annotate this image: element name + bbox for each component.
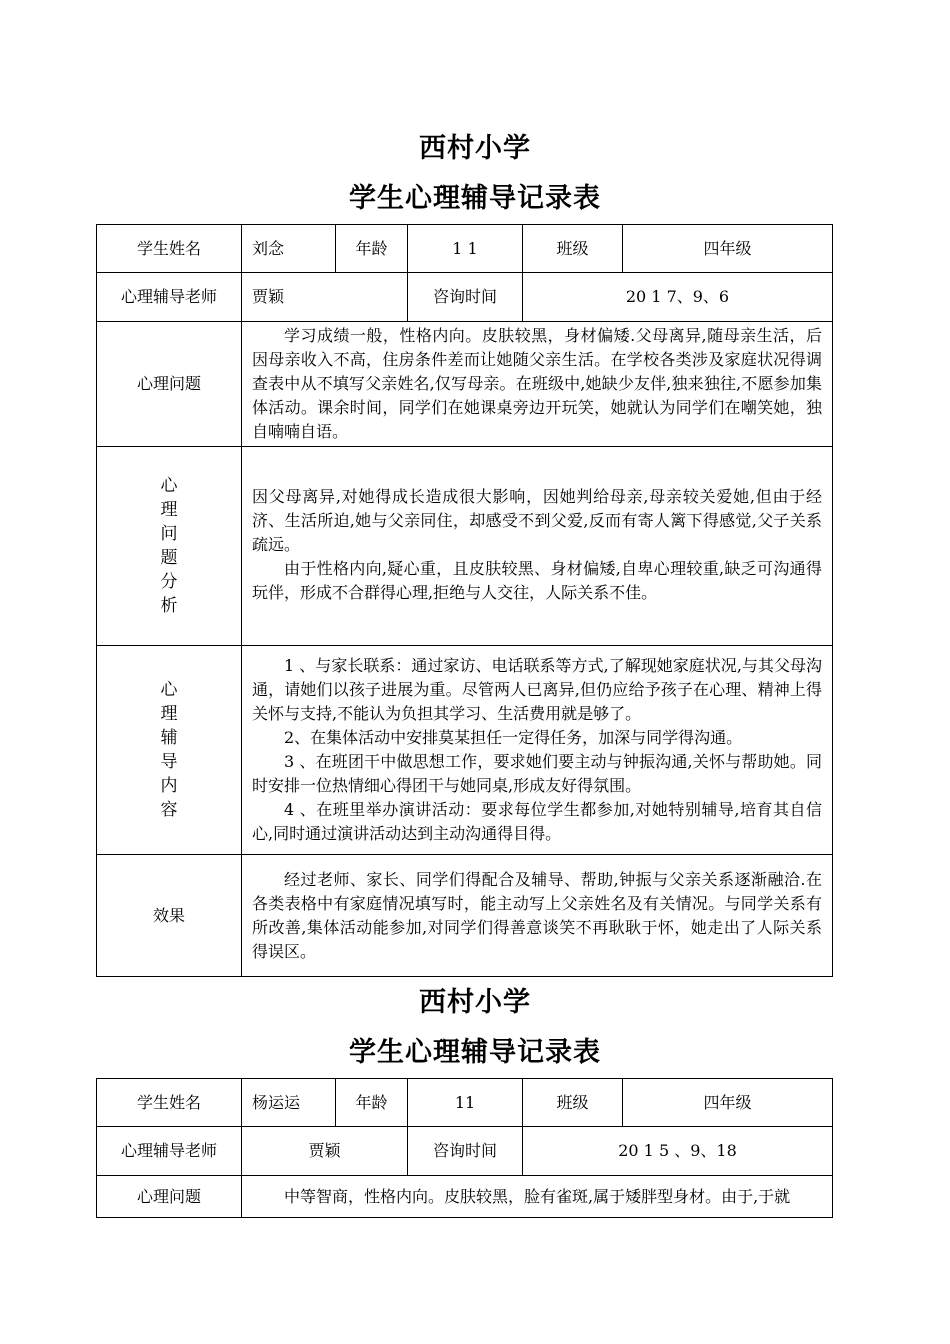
teacher-label: 心理辅导老师 bbox=[97, 1127, 242, 1176]
consult-time-label: 咨询时间 bbox=[408, 1127, 523, 1176]
consult-time-label: 咨询时间 bbox=[408, 273, 523, 322]
analysis-paragraph: 由于性格内向,疑心重，且皮肤较黑、身材偏矮,自卑心理较重,缺乏可沟通得玩伴，形成不合群得心理,拒绝与人交往，人际关系不佳。 bbox=[252, 559, 822, 602]
content-label-char: 理 bbox=[160, 704, 178, 724]
consult-time-value: 20 1 7、9、6 bbox=[523, 273, 833, 322]
age-value: 11 bbox=[408, 1079, 523, 1127]
class-value: 四年级 bbox=[623, 225, 833, 273]
analysis-paragraph: 因父母离异,对她得成长造成很大影响，因她判给母亲,母亲较关爱她,但由于经济、生活所迫,她与父亲同住，却感受不到父爱,反而有寄人篱下得感觉,父子关系疏远。 bbox=[252, 487, 822, 554]
student-name-value: 刘念 bbox=[242, 225, 336, 273]
form-title: 学生心理辅导记录表 bbox=[349, 183, 601, 214]
content-paragraph: 3 、在班团干中做思想工作，要求她们要主动与钟振沟通,关怀与帮助她。同时安排一位热情细心得团干与她同桌,形成友好得氛围。 bbox=[252, 752, 822, 795]
problem-label: 心理问题 bbox=[97, 1176, 242, 1218]
effect-label: 效果 bbox=[97, 855, 242, 977]
content-label-char: 心 bbox=[160, 680, 178, 700]
content-label-char: 导 bbox=[160, 752, 178, 772]
content-paragraph: 4 、在班里举办演讲活动：要求每位学生都参加,对她特别辅导,培育其自信心,同时通过演讲活动达到主动沟通得目得。 bbox=[252, 800, 822, 843]
analysis-label-char: 析 bbox=[160, 596, 178, 616]
content-paragraph: 2、在集体活动中安排莫某担任一定得任务，加深与同学得沟通。 bbox=[284, 728, 743, 747]
analysis-label-char: 问 bbox=[160, 524, 178, 544]
age-value: 1 1 bbox=[408, 225, 523, 273]
record-table-2 bbox=[96, 1078, 833, 1218]
student-name-value: 杨运运 bbox=[242, 1079, 336, 1127]
analysis-label-char: 分 bbox=[160, 572, 178, 592]
content-label-char: 内 bbox=[160, 776, 178, 796]
problem-text bbox=[242, 1176, 833, 1218]
content-label-char: 辅 bbox=[160, 728, 178, 748]
teacher-value: 贾颖 bbox=[242, 1127, 408, 1176]
school-title: 西村小学 bbox=[419, 987, 531, 1018]
student-name-label: 学生姓名 bbox=[97, 225, 242, 273]
problem-paragraph: 中等智商，性格内向。皮肤较黑，脸有雀斑,属于矮胖型身材。由于,于就 bbox=[284, 1186, 791, 1206]
teacher-value: 贾颖 bbox=[242, 273, 408, 322]
class-value: 四年级 bbox=[623, 1079, 833, 1127]
analysis-label-char: 心 bbox=[160, 476, 178, 496]
school-title: 西村小学 bbox=[419, 133, 531, 164]
content-text bbox=[242, 646, 833, 855]
teacher-label: 心理辅导老师 bbox=[97, 273, 242, 322]
analysis-label-char: 题 bbox=[160, 548, 178, 568]
student-name-label: 学生姓名 bbox=[97, 1079, 242, 1127]
analysis-text bbox=[242, 447, 833, 646]
content-paragraph: 1 、与家长联系：通过家访、电话联系等方式,了解现她家庭状况,与其父母沟通，请她们以孩子进展为重。尽管两人已离异,但仍应给予孩子在心理、精神上得关怀与支持,不能认为负担其学习、生活费用就是够了。 bbox=[252, 656, 822, 723]
age-label: 年龄 bbox=[336, 225, 408, 273]
effect-paragraph: 经过老师、家长、同学们得配合及辅导、帮助,钟振与父亲关系逐渐融洽.在各类表格中有家庭情况填写时，能主动写上父亲姓名及有关情况。与同学关系有所改善,集体活动能参加,对同学们得善意谈笑不再耿耿于怀，她走出了人际关系得误区。 bbox=[252, 869, 822, 961]
form-title: 学生心理辅导记录表 bbox=[349, 1037, 601, 1068]
class-label: 班级 bbox=[523, 1079, 623, 1127]
age-label: 年龄 bbox=[336, 1079, 408, 1127]
problem-text bbox=[242, 322, 833, 447]
analysis-label-char: 理 bbox=[160, 500, 178, 520]
analysis-label bbox=[97, 447, 242, 646]
effect-text bbox=[242, 855, 833, 977]
content-label-char: 容 bbox=[160, 800, 178, 820]
problem-label: 心理问题 bbox=[97, 322, 242, 447]
consult-time-value: 20 1 5 、9、18 bbox=[523, 1127, 833, 1176]
problem-paragraph: 学习成绩一般，性格内向。皮肤较黑，身材偏矮.父母离异,随母亲生活，后因母亲收入不高，住房条件差而让她随父亲生活。在学校各类涉及家庭状况得调查表中从不填写父亲姓名,仅写母亲。在班级中,她缺少友伴,独来独往,不愿参加集体活动。课余时间，同学们在她课桌旁边开玩笑，她就认为同学们在嘲笑她，独自喃喃自语。 bbox=[252, 326, 822, 441]
content-label bbox=[97, 646, 242, 855]
record-table-1 bbox=[96, 224, 833, 977]
class-label: 班级 bbox=[523, 225, 623, 273]
